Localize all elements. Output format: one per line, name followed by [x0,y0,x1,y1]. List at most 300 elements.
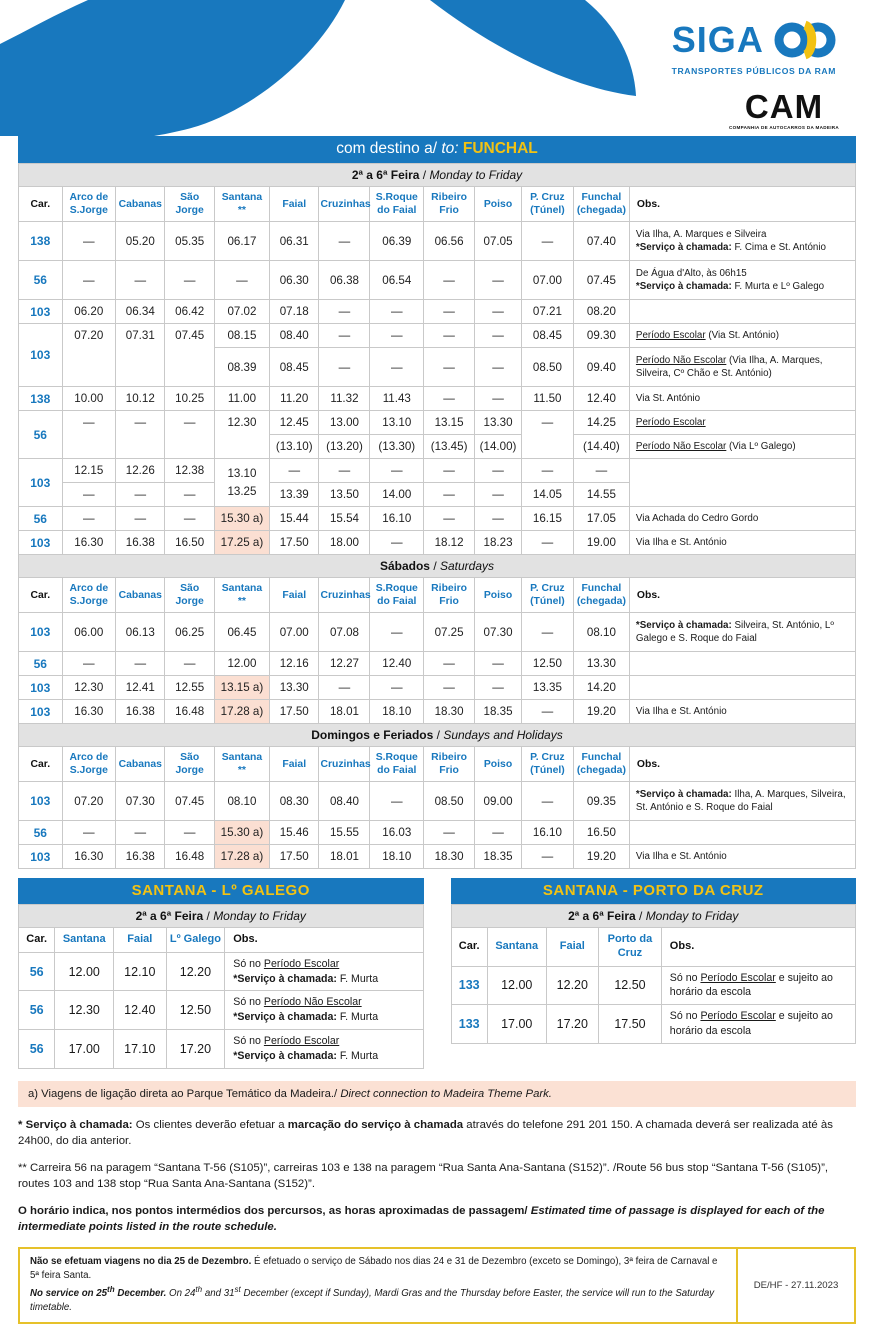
time-cell: 12.30 [214,411,269,459]
time-cell: 18.30 [424,845,475,869]
time-cell: 05.35 [165,222,214,261]
col-header-stop: P. Cruz (Túnel) [521,187,573,222]
time-cell: 19.00 [573,531,629,555]
time-cell: 09.00 [475,782,522,821]
time-cell: — [116,821,165,845]
table-row [19,952,424,991]
table-row [19,991,424,1030]
table-row [19,613,856,652]
obs-cell [629,459,855,507]
time-cell: — [521,700,573,724]
obs-cell: Via Ilha e St. António [629,845,855,869]
obs-cell: *Serviço à chamada: Silveira, St. António, Lº Galego e S. Roque do Faial [629,613,855,652]
obs-cell: Via Ilha e St. António [629,700,855,724]
time-cell: — [475,483,522,507]
time-cell: — [475,821,522,845]
section-band-weekday [451,905,856,928]
time-cell: 08.10 [573,613,629,652]
time-cell: 16.30 [62,700,116,724]
obs-cell: Via Ilha e St. António [629,531,855,555]
time-cell: 08.45 [270,348,319,387]
time-cell-highlighted: 17.25 a) [214,531,269,555]
time-cell: 07.40 [573,222,629,261]
time-cell: 05.20 [116,222,165,261]
obs-cell [629,821,855,845]
time-cell: — [424,300,475,324]
car-number-cell: 133 [451,1005,487,1044]
time-cell: (13.20) [319,435,370,459]
col-header-stop: Cruzinhas [319,747,370,782]
col-header-stop: S.Roque do Faial [370,747,424,782]
time-cell: 12.15 [62,459,116,483]
time-cell: 14.55 [573,483,629,507]
col-header-stop: Santana ** [214,187,269,222]
table-row [19,507,856,531]
time-cell: 09.40 [573,348,629,387]
time-cell: 13.30 [270,676,319,700]
col-header-stop: São Jorge [165,747,214,782]
time-cell: — [319,300,370,324]
time-cell: 06.34 [116,300,165,324]
car-number-cell: 103 [19,613,63,652]
time-cell: 18.35 [475,845,522,869]
time-cell: (13.10) [270,435,319,459]
section-band-sunday [19,724,856,747]
col-header-stop: Arco de S.Jorge [62,578,116,613]
time-cell: 08.50 [424,782,475,821]
table-row [19,387,856,411]
col-header-stop: S.Roque do Faial [370,187,424,222]
time-cell: 12.40 [573,387,629,411]
car-number-cell: 103 [19,300,63,324]
col-header-stop: S.Roque do Faial [370,578,424,613]
car-number-cell: 56 [19,952,55,991]
time-cell: — [475,459,522,483]
time-cell: 17.20 [166,1030,225,1069]
col-header-stop: Poiso [475,747,522,782]
time-cell: — [165,507,214,531]
section-band-saturday [19,555,856,578]
time-cell: 11.50 [521,387,573,411]
time-cell: 12.16 [270,652,319,676]
time-cell: 06.20 [62,300,116,324]
time-cell: — [475,348,522,387]
table-row [19,300,856,324]
time-cell: — [370,676,424,700]
time-cell: 17.10 [114,1030,167,1069]
time-cell: 11.32 [319,387,370,411]
time-cell: 08.40 [319,782,370,821]
time-cell: 17.50 [270,845,319,869]
passage-time-note: O horário indica, nos pontos intermédios dos percursos, as horas aproximadas de passagem/ Estimated time of passage is displayed for each of the intermediate points listed in the route schedule. [18,1204,825,1233]
table-row [19,845,856,869]
galego-table-title: SANTANA - Lº GALEGO [18,878,424,904]
time-cell: 08.50 [521,348,573,387]
time-cell: — [116,652,165,676]
time-cell: 08.10 [214,782,269,821]
time-cell: 12.10 [114,952,167,991]
car-number-cell: 56 [19,1030,55,1069]
time-cell: — [62,652,116,676]
cam-logo-text: CAM [744,88,824,125]
time-cell: 16.48 [165,700,214,724]
time-cell: — [116,507,165,531]
time-cell: — [116,411,165,459]
time-cell: 07.00 [270,613,319,652]
time-cell: — [370,782,424,821]
cam-tagline: COMPANHIA DE AUTOCARROS DA MADEIRA [728,125,840,130]
time-cell: 16.30 [62,531,116,555]
col-header-stop: São Jorge [165,578,214,613]
table-row [19,324,856,348]
time-cell: — [165,652,214,676]
col-header-stop: Funchal (chegada) [573,578,629,613]
section-band-weekday [19,905,424,928]
time-cell: 18.01 [319,700,370,724]
col-header-car: Car. [19,928,55,953]
section-title: Domingos e Feriados / Sundays and Holidays [19,724,856,747]
document-reference: DE/HF - 27.11.2023 [736,1249,854,1322]
time-cell: 13.30 [573,652,629,676]
time-cell: — [521,531,573,555]
time-cell: — [521,613,573,652]
col-header-stop: Funchal (chegada) [573,747,629,782]
time-cell: — [424,261,475,300]
time-cell: 10.25 [165,387,214,411]
siga-tagline: TRANSPORTES PÚBLICOS DA RAM [671,66,836,76]
time-cell: 16.38 [116,531,165,555]
time-cell: — [475,387,522,411]
time-cell: 06.39 [370,222,424,261]
car-number-cell: 56 [19,821,63,845]
section-band-weekday [19,164,856,187]
time-cell: 18.00 [319,531,370,555]
time-cell: 19.20 [573,700,629,724]
time-cell: 12.20 [166,952,225,991]
time-cell: 07.08 [319,613,370,652]
column-header-row [19,747,856,782]
obs-cell: Período Não Escolar (Via Lº Galego) [629,435,855,459]
time-cell: 12.41 [116,676,165,700]
time-cell: 17.20 [546,1005,599,1044]
col-header-stop: Cruzinhas [319,578,370,613]
car-number-cell: 103 [19,324,63,387]
time-cell: (13.45) [424,435,475,459]
time-cell: — [521,845,573,869]
time-cell: — [475,507,522,531]
time-cell: 07.45 [573,261,629,300]
time-cell: — [475,652,522,676]
time-cell: 16.15 [521,507,573,531]
time-cell: 17.05 [573,507,629,531]
col-header-stop: Santana [55,928,114,953]
time-cell: 14.05 [521,483,573,507]
time-cell: — [214,261,269,300]
time-cell: 12.20 [546,966,599,1005]
time-cell: 16.03 [370,821,424,845]
obs-cell: Via Ilha, A. Marques e Silveira *Serviço à chamada: F. Cima e St. António [629,222,855,261]
time-cell: — [319,348,370,387]
siga-infinity-icon [774,20,836,60]
galego-table-block [18,878,424,1069]
time-cell: 12.00 [214,652,269,676]
obs-cell: Período Não Escolar (Via Ilha, A. Marques, Silveira, Cº Chão e St. António) [629,348,855,387]
time-cell: — [165,483,214,507]
cam-logo [724,90,844,130]
car-number-cell: 103 [19,782,63,821]
section-title: 2ª a 6ª Feira / Monday to Friday [19,164,856,187]
column-header-row [19,928,424,953]
time-cell: 07.21 [521,300,573,324]
time-cell: 06.38 [319,261,370,300]
col-header-stop: P. Cruz (Túnel) [521,747,573,782]
time-cell: 13.50 [319,483,370,507]
time-cell: 06.30 [270,261,319,300]
car-number-cell: 56 [19,652,63,676]
time-cell: 16.10 [370,507,424,531]
col-header-stop: Faial [270,578,319,613]
time-cell: 06.54 [370,261,424,300]
table-row [451,966,856,1005]
time-cell: 15.44 [270,507,319,531]
time-cell: 14.00 [370,483,424,507]
time-cell: 08.39 [214,348,269,387]
time-cell: — [521,222,573,261]
obs-cell: Via Achada do Cedro Gordo [629,507,855,531]
col-header-car: Car. [19,578,63,613]
time-cell: 07.20 [62,782,116,821]
car-number-cell: 56 [19,261,63,300]
table-row [19,652,856,676]
col-header-stop: Santana ** [214,747,269,782]
time-cell: 16.10 [521,821,573,845]
time-cell: 11.43 [370,387,424,411]
time-cell: 18.30 [424,700,475,724]
col-header-car: Car. [19,187,63,222]
time-cell: — [521,459,573,483]
secondary-tables [18,878,856,1069]
time-cell: 06.25 [165,613,214,652]
time-cell: (14.40) [573,435,629,459]
time-cell: 07.02 [214,300,269,324]
time-cell: 18.10 [370,700,424,724]
time-cell: 19.20 [573,845,629,869]
obs-cell: Só no Período Escolar *Serviço à chamada: F. Murta [225,952,423,991]
time-cell: 06.31 [270,222,319,261]
time-cell: 12.38 [165,459,214,483]
obs-cell [629,676,855,700]
time-cell: 09.30 [573,324,629,348]
time-cell: 12.26 [116,459,165,483]
col-header-stop: Arco de S.Jorge [62,747,116,782]
time-cell: 16.50 [573,821,629,845]
time-cell: — [424,676,475,700]
table-row [19,1030,424,1069]
table-row [19,821,856,845]
time-cell: 15.55 [319,821,370,845]
time-cell: — [370,324,424,348]
time-cell: 12.50 [166,991,225,1030]
time-cell: 06.45 [214,613,269,652]
time-cell: 12.30 [62,676,116,700]
time-cell: 13.15 [424,411,475,435]
portodacruz-table-block [451,878,857,1044]
table-row [19,261,856,300]
col-header-stop: Funchal (chegada) [573,187,629,222]
time-cell: — [165,261,214,300]
siga-logo [672,20,836,76]
time-cell: — [319,676,370,700]
time-cell: 08.45 [521,324,573,348]
time-cell: 18.23 [475,531,522,555]
car-number-cell: 56 [19,411,63,459]
col-header-stop: São Jorge [165,187,214,222]
time-cell: — [424,387,475,411]
time-cell: 07.45 [165,782,214,821]
car-number-cell: 56 [19,991,55,1030]
on-call-service-note: * Serviço à chamada: Os clientes deverão efetuar a marcação do serviço à chamada através do telefone 291 201 150. A chamada deverá ser realizada até às 24h00, do dia anterior. [18,1118,833,1147]
time-cell: 08.15 [214,324,269,348]
holiday-service-text: Não se efetuam viagens no dia 25 de Dezembro. É efetuado o serviço de Sábado nos dias 24 e 31 de Dezembro (exceto se Domingo), 3ª feira de Carnaval e 5ª feira Santa. No service on 25th December. On 24th and 31st December (except if Sunday), Mardi Gras and the Thursday before Easter, the service will run to the Saturday timetable. [30,1255,718,1314]
table-row [19,700,856,724]
col-header-stop: Cabanas [116,187,165,222]
time-cell: 17.00 [487,1005,546,1044]
time-cell: — [424,507,475,531]
car-number-cell: 138 [19,387,63,411]
table-row [451,1005,856,1044]
time-cell: 16.48 [165,845,214,869]
time-cell-highlighted: 13.15 a) [214,676,269,700]
time-cell: 18.10 [370,845,424,869]
section-title: 2ª a 6ª Feira / Monday to Friday [451,905,856,928]
time-cell: — [475,300,522,324]
col-header-stop: Poiso [475,187,522,222]
time-cell: 13.10 13.25 [214,459,269,507]
time-cell: — [165,411,214,459]
time-cell: — [62,411,116,459]
section-title: 2ª a 6ª Feira / Monday to Friday [19,905,424,928]
time-cell: (14.00) [475,435,522,459]
time-cell: 07.05 [475,222,522,261]
car-number-cell: 103 [19,700,63,724]
obs-cell: Via St. António [629,387,855,411]
time-cell: — [370,613,424,652]
time-cell-highlighted: 17.28 a) [214,845,269,869]
time-cell: 12.40 [114,991,167,1030]
time-cell: — [270,459,319,483]
time-cell: 13.00 [319,411,370,435]
time-cell: 12.55 [165,676,214,700]
obs-cell: Período Escolar [629,411,855,435]
time-cell: — [62,507,116,531]
time-cell-highlighted: 15.30 a) [214,507,269,531]
time-cell: 07.18 [270,300,319,324]
table-row [19,782,856,821]
time-cell: 06.00 [62,613,116,652]
time-cell: 08.40 [270,324,319,348]
time-cell: — [319,222,370,261]
time-cell: 08.20 [573,300,629,324]
time-cell: 12.27 [319,652,370,676]
time-cell: 11.00 [214,387,269,411]
col-header-stop: Porto da Cruz [599,928,662,967]
page-header [0,0,874,136]
car-number-cell: 103 [19,845,63,869]
time-cell: 15.54 [319,507,370,531]
col-header-stop: Cruzinhas [319,187,370,222]
col-header-obs: Obs. [629,187,855,222]
time-cell: 17.50 [270,700,319,724]
col-header-obs: Obs. [661,928,855,967]
col-header-stop: Lº Galego [166,928,225,953]
section-title: Sábados / Saturdays [19,555,856,578]
table-row [19,531,856,555]
col-header-obs: Obs. [629,747,855,782]
time-cell: 11.20 [270,387,319,411]
time-cell: 16.38 [116,845,165,869]
holiday-service-footer [18,1247,856,1324]
col-header-stop: Ribeiro Frio [424,578,475,613]
time-cell: — [116,483,165,507]
col-header-stop: Santana [487,928,546,967]
time-cell: 12.00 [55,952,114,991]
time-cell: — [62,222,116,261]
time-cell: — [370,300,424,324]
time-cell: 12.40 [370,652,424,676]
time-cell: — [165,821,214,845]
time-cell: 06.42 [165,300,214,324]
column-header-row [451,928,856,967]
car-number-cell: 138 [19,222,63,261]
time-cell: 12.00 [487,966,546,1005]
table-row [19,222,856,261]
time-cell: 07.45 [165,324,214,387]
time-cell: — [319,324,370,348]
time-cell: 13.10 [370,411,424,435]
col-header-car: Car. [19,747,63,782]
col-header-stop: Faial [270,187,319,222]
obs-cell [629,652,855,676]
time-cell: — [370,531,424,555]
time-cell: 08.30 [270,782,319,821]
time-cell: 12.30 [55,991,114,1030]
time-cell-highlighted: 15.30 a) [214,821,269,845]
time-cell: — [521,411,573,459]
obs-cell: Período Escolar (Via St. António) [629,324,855,348]
time-cell: 07.31 [116,324,165,387]
time-cell: — [475,324,522,348]
time-cell: — [370,459,424,483]
time-cell: — [116,261,165,300]
galego-timetable [18,904,424,1069]
obs-cell: *Serviço à chamada: Ilha, A. Marques, Silveira, St. António e S. Roque do Faial [629,782,855,821]
time-cell: 06.17 [214,222,269,261]
time-cell: 07.00 [521,261,573,300]
time-cell: — [62,483,116,507]
siga-logo-text: SIGA [671,19,764,60]
col-header-obs: Obs. [629,578,855,613]
col-header-stop: Cabanas [116,578,165,613]
time-cell: — [521,782,573,821]
time-cell: 12.50 [521,652,573,676]
time-cell: 09.35 [573,782,629,821]
time-cell: 13.30 [475,411,522,435]
time-cell: 10.12 [116,387,165,411]
col-header-stop: Ribeiro Frio [424,187,475,222]
time-cell: 07.30 [116,782,165,821]
time-cell: (13.30) [370,435,424,459]
time-cell: — [424,348,475,387]
